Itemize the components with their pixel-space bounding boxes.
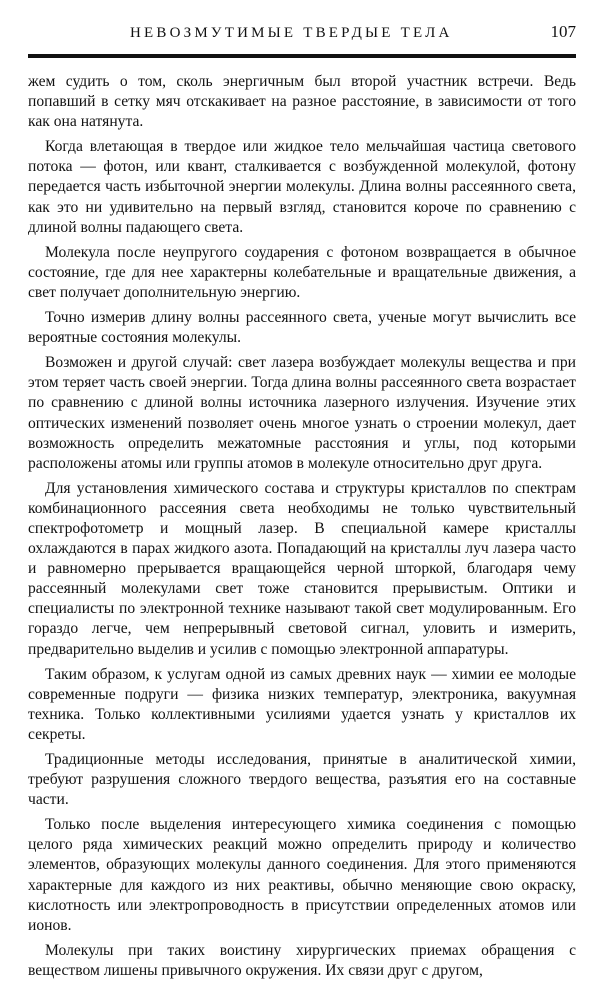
paragraph: Точно измерив длину волны рассеянного света, ученые могут вычислить все вероятные состояния молекулы. bbox=[28, 309, 576, 347]
body-text bbox=[28, 72, 576, 981]
paragraph: Когда влетающая в твердое или жидкое тело мельчайшая частица светового потока — фотон, или квант, сталкивается с возбужденной молекулой, фотону передается часть избыточной энергии молекулы. Длина волны рассеянного света, как это ни удивительно на первый взгляд, становится короче по сравнению с длиной волны падающего света. bbox=[28, 138, 576, 236]
paragraph: жем судить о том, сколь энергичным был второй участник встречи. Ведь попавший в сетку мяч отскакивает на разное расстояние, в зависимости от того как она натянута. bbox=[28, 73, 576, 131]
paragraph: Молекула после неупругого соударения с фотоном возвращается в обычное состояние, где для нее характерны колебательные и вращательные движения, а свет получает дополнительную энергию. bbox=[28, 243, 576, 301]
running-title: НЕВОЗМУТИМЫЕ ТВЕРДЫЕ ТЕЛА bbox=[130, 25, 453, 41]
running-header bbox=[28, 22, 578, 46]
paragraph: Для установления химического состава и структуры кристаллов по спектрам комбинационного рассеяния света необходимы не только чувствительный спектрофотометр и мощный лазер. В специальной камере кристаллы охлаждаются в парах жидкого азота. Попадающий на кристаллы луч лазера часто и равномерно прерывается вращающейся черной шторкой, благодаря чему рассеянный молекулами свет тоже становится прерывистым. Оптики и специалисты по электронной технике называют такой свет модулированным. Его гораздо легче, чем непрерывный световой сигнал, уловить и измерить, предварительно выделив и усилив с помощью электронной аппаратуры. bbox=[28, 479, 576, 658]
paragraph: Только после выделения интересующего химика соединения с помощью целого ряда химических реакций можно определить природу и количество элементов, образующих молекулы данного соединения. Для этого применяются характерные для каждого из них реактивы, обычно меняющие свою окраску, кислотность или электропроводность в присутствии определенных атомов или ионов. bbox=[28, 816, 576, 934]
paragraph: Молекулы при таких воистину хирургических приемах обращения с веществом лишены привычного окружения. Их связи друг с другом, bbox=[28, 941, 576, 979]
paragraph: Возможен и другой случай: свет лазера возбуждает молекулы вещества и при этом теряет часть своей энергии. Тогда длина волны рассеянного света возрастает по сравнению с длиной волны источника лазерного излучения. Изучение этих оптических изменений позволяет очень многое узнать о строении молекул, дает возможность определить межатомные расстояния и углы, под которыми расположены атомы или группы атомов в молекуле относительно друг друга. bbox=[28, 354, 576, 472]
page-number: 107 bbox=[550, 22, 576, 41]
header-rule bbox=[28, 54, 576, 58]
paragraph: Традиционные методы исследования, принятые в аналитической химии, требуют разрушения сложного твердого вещества, разъятия его на составные части. bbox=[28, 751, 576, 809]
paragraph: Таким образом, к услугам одной из самых древних наук — химии ее молодые современные подруги — физика низких температур, электроника, вакуумная техника. Только коллективными усилиями удается узнать у кристаллов их секреты. bbox=[28, 665, 576, 743]
